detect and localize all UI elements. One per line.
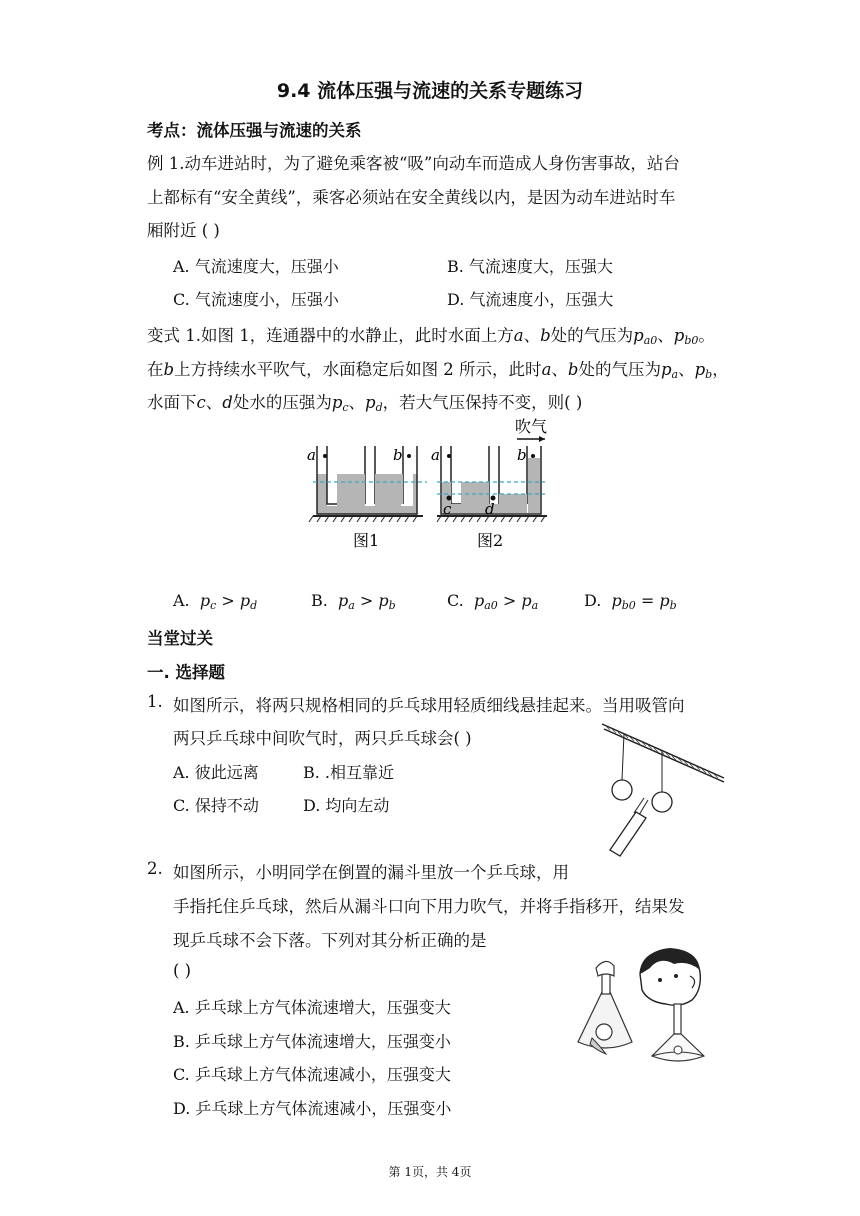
q2-line4: ( ) bbox=[173, 961, 192, 980]
ball-right bbox=[652, 792, 672, 812]
funnel-figure bbox=[570, 946, 730, 1066]
fig1-label-b: b bbox=[393, 446, 403, 464]
q2-option-c: C. 乒乓球上方气体流速减小，压强变大 bbox=[173, 1065, 451, 1084]
connected-vessel-figure bbox=[305, 416, 555, 556]
q2-number: 2. bbox=[147, 859, 163, 878]
fig2-label-c: c bbox=[443, 500, 452, 518]
q2-option-d: D. 乒乓球上方气体流速减小，压强变小 bbox=[173, 1099, 452, 1118]
example1-option-d: D. 气流速度小，压强大 bbox=[447, 290, 614, 309]
ball-left bbox=[612, 780, 632, 800]
kaodian-heading: 考点：流体压强与流速的关系 bbox=[147, 121, 362, 140]
q2-option-b: B. 乒乓球上方气体流速增大，压强变小 bbox=[173, 1032, 451, 1051]
example1-option-b: B. 气流速度大，压强大 bbox=[447, 257, 613, 276]
blow-label: 吹气 bbox=[515, 417, 548, 436]
variant1-option-c: C. $p_{a0} > p_a$ bbox=[447, 591, 539, 612]
fig2-caption: 图2 bbox=[477, 531, 504, 550]
fig2-label-d: d bbox=[485, 500, 495, 518]
q2-line2: 手指托住乒乓球，然后从漏斗口向下用力吹气，并将手指移开，结果发 bbox=[173, 897, 685, 916]
q1-line1: 如图所示，将两只规格相同的乒乓球用轻质细线悬挂起来。当用吸管向 bbox=[173, 696, 685, 715]
example1-line3: 厢附近 ( ) bbox=[147, 221, 220, 240]
fig1-caption: 图1 bbox=[353, 531, 380, 550]
q1-option-a: A. 彼此远离 bbox=[173, 763, 259, 782]
part1-heading: 一. 选择题 bbox=[147, 663, 226, 682]
q1-number: 1. bbox=[147, 692, 163, 711]
example1-line2: 上都标有“安全黄线”，乘客必须站在安全黄线以内，是因为动车进站时车 bbox=[147, 188, 676, 207]
q1-option-d: D. 均向左动 bbox=[303, 796, 390, 815]
page-footer: 第 1页，共 4页 bbox=[388, 1165, 472, 1179]
straw bbox=[610, 812, 646, 856]
hanging-balls-figure bbox=[596, 718, 728, 858]
variant1-option-d: D. $p_{b0} = p_b$ bbox=[584, 591, 677, 612]
example1-option-c: C. 气流速度小，压强小 bbox=[173, 290, 339, 309]
fig2-label-b: b bbox=[517, 446, 527, 464]
q1-option-b: B. .相互靠近 bbox=[303, 763, 395, 782]
q1-line2: 两只乒乓球中间吹气时，两只乒乓球会( ) bbox=[173, 729, 472, 748]
q2-line3: 现乒乓球不会下落。下列对其分析正确的是 bbox=[173, 931, 487, 950]
variant1-line1: 变式 1.如图 1，连通器中的水静止，此时水面上方a、b处的气压为$p_{a0}$、$p_{b0}$。 bbox=[147, 326, 715, 347]
fig2-label-a: a bbox=[431, 446, 440, 464]
variant1-line3: 水面下c、d处水的压强为$p_c$、$p_d$，若大气压保持不变，则( ) bbox=[147, 393, 583, 414]
section-heading: 当堂过关 bbox=[147, 629, 213, 648]
variant1-line2: 在b上方持续水平吹气，水面稳定后如图 2 所示，此时a、b处的气压为$p_a$、$p_b$， bbox=[147, 360, 729, 381]
variant1-option-b: B. $p_a > p_b$ bbox=[311, 591, 396, 612]
page-title: 9.4 流体压强与流速的关系专题练习 bbox=[276, 80, 584, 102]
example1-line1: 例 1.动车进站时，为了避免乘客被“吸”向动车而造成人身伤害事故，站台 bbox=[147, 154, 680, 173]
variant1-option-a: A. $p_c > p_d$ bbox=[173, 591, 258, 612]
fig1-label-a: a bbox=[307, 446, 316, 464]
q2-line1: 如图所示，小明同学在倒置的漏斗里放一个乒乓球，用 bbox=[173, 863, 569, 882]
q2-option-a: A. 乒乓球上方气体流速增大，压强变大 bbox=[173, 998, 451, 1017]
example1-option-a: A. 气流速度大，压强小 bbox=[173, 257, 339, 276]
q1-option-c: C. 保持不动 bbox=[173, 796, 259, 815]
hand-holding-icon bbox=[596, 961, 614, 976]
